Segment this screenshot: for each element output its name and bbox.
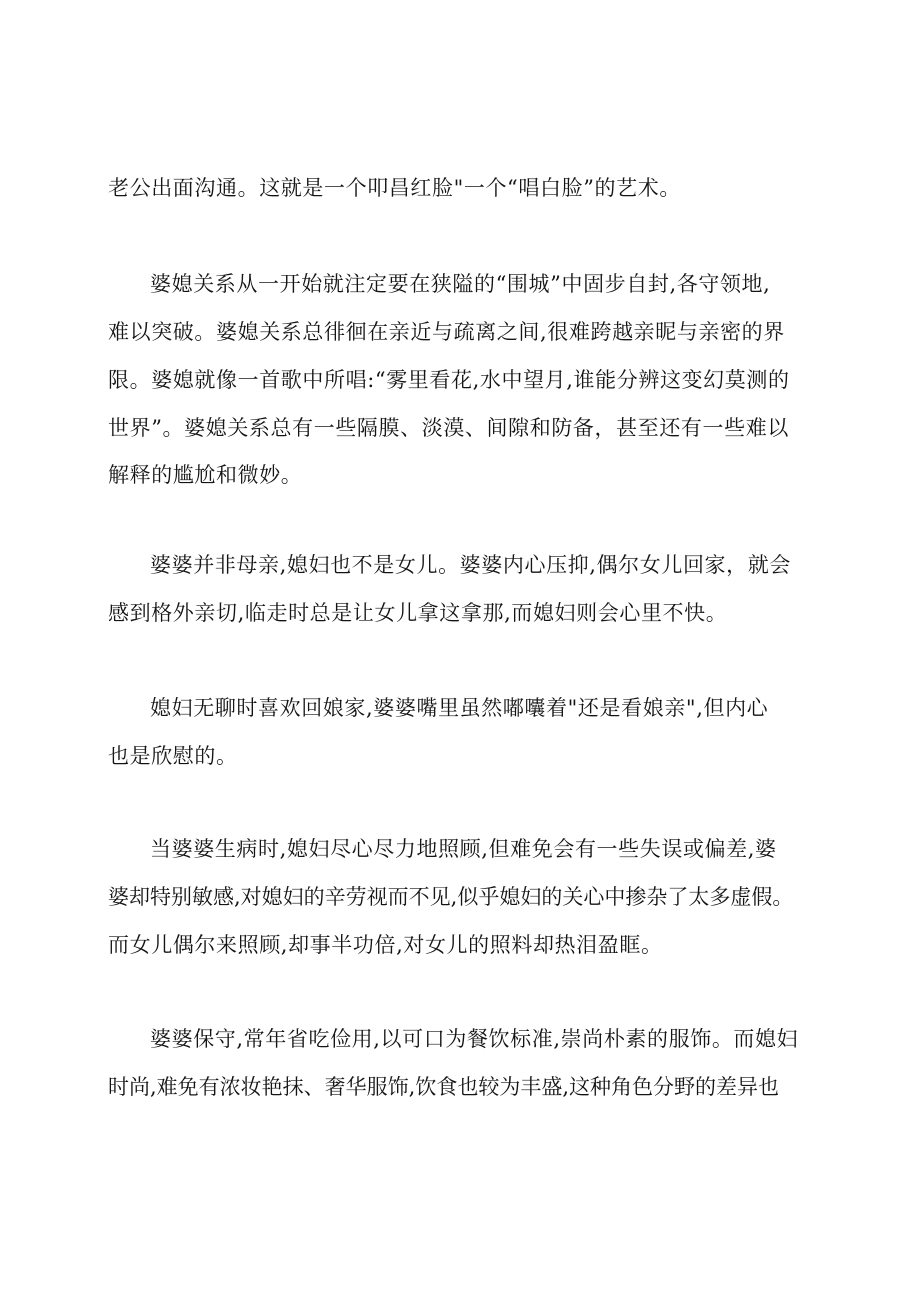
paragraph-4-line-2: 也是欣慰的。 — [108, 744, 238, 768]
paragraph-4-line-1: 媳妇无聊时喜欢回娘家,婆婆嘴里虽然嘟囔着"还是看娘亲",但内心 — [150, 696, 769, 720]
paragraph-2-line-5: 解释的尴尬和微妙。 — [108, 463, 303, 487]
paragraph-3-line-1: 婆婆并非母亲,媳妇也不是女儿。婆婆内心压抑,偶尔女儿回家，就会 — [150, 553, 791, 577]
paragraph-2-line-3: 限。婆媳就像一首歌中所唱:“雾里看花,水中望月,谁能分辨这变幻莫测的 — [108, 368, 790, 392]
paragraph-3-line-2: 感到格外亲切,临走时总是让女儿拿这拿那,而媳妇则会心里不快。 — [108, 601, 728, 625]
paragraph-5-line-3: 而女儿偶尔来照顾,却事半功倍,对女儿的照料却热泪盈眶。 — [108, 933, 663, 957]
paragraph-2-line-4: 世界”。婆媳关系总有一些隔膜、淡漠、间隙和防备，甚至还有一些难以 — [108, 416, 789, 440]
paragraph-6-line-1: 婆婆保守,常年省吃俭用,以可口为餐饮标准,崇尚朴素的服饰。而媳妇 — [150, 1027, 799, 1051]
paragraph-1-line-1: 老公出面沟通。这就是一个叩昌红脸"一个“唱白脸”的艺术。 — [108, 176, 681, 200]
paragraph-2-line-1: 婆媳关系从一开始就注定要在狭隘的“围城”中固步自封,各守领地, — [150, 272, 771, 296]
paragraph-5-line-1: 当婆婆生病时,媳妇尽心尽力地照顾,但难免会有一些失误或偏差,婆 — [150, 837, 777, 861]
paragraph-5-line-2: 婆却特别敏感,对媳妇的辛劳视而不见,似乎媳妇的关心中掺杂了太多虚假。 — [108, 885, 794, 909]
paragraph-2-line-2: 难以突破。婆媳关系总徘徊在亲近与疏离之间,很难跨越亲昵与亲密的界 — [108, 320, 785, 344]
paragraph-6-line-2: 时尚,难免有浓妆艳抹、奢华服饰,饮食也较为丰盛,这种角色分野的差异也 — [108, 1075, 780, 1099]
